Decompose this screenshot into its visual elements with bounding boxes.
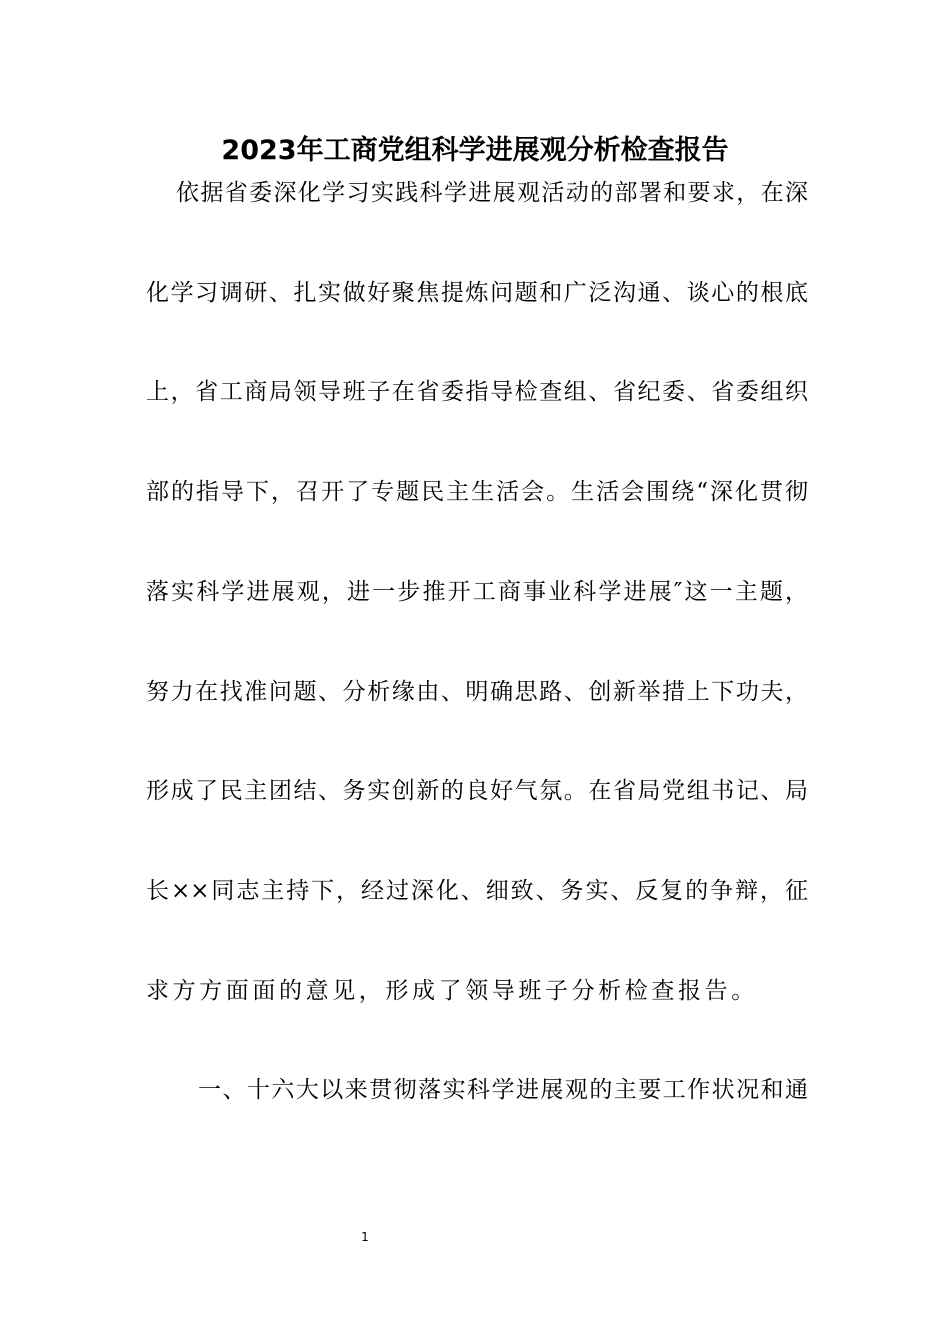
paragraph-line-8: 长××同志主持下，经过深化、细致、务实、反复的争辩，征: [146, 878, 808, 904]
document-title: 2023年工商党组科学进展观分析检查报告: [221, 135, 729, 166]
paragraph-line-5: 落实科学进展观，进一步推开工商事业科学进展″这一主题，: [146, 579, 808, 605]
paragraph-line-3: 上，省工商局领导班子在省委指导检查组、省纪委、省委组织: [146, 379, 808, 405]
paragraph-line-2: 化学习调研、扎实做好聚焦提炼问题和广泛沟通、谈心的根底: [146, 280, 808, 306]
section-heading-1: 一、十六大以来贯彻落实科学进展观的主要工作状况和通: [198, 1077, 808, 1103]
paragraph-line-9: 求方方面面的意见，形成了领导班子分析检查报告。: [146, 978, 758, 1004]
page-number: 1: [361, 1230, 369, 1244]
paragraph-line-7: 形成了民主团结、务实创新的良好气氛。在省局党组书记、局: [146, 778, 808, 804]
paragraph-line-4: 部的指导下，召开了专题民主生活会。生活会围绕“深化贯彻: [146, 479, 808, 505]
paragraph-line-6: 努力在找准问题、分析缘由、明确思路、创新举措上下功夫，: [146, 679, 808, 705]
paragraph-line-1: 依据省委深化学习实践科学进展观活动的部署和要求，在深: [176, 180, 808, 206]
